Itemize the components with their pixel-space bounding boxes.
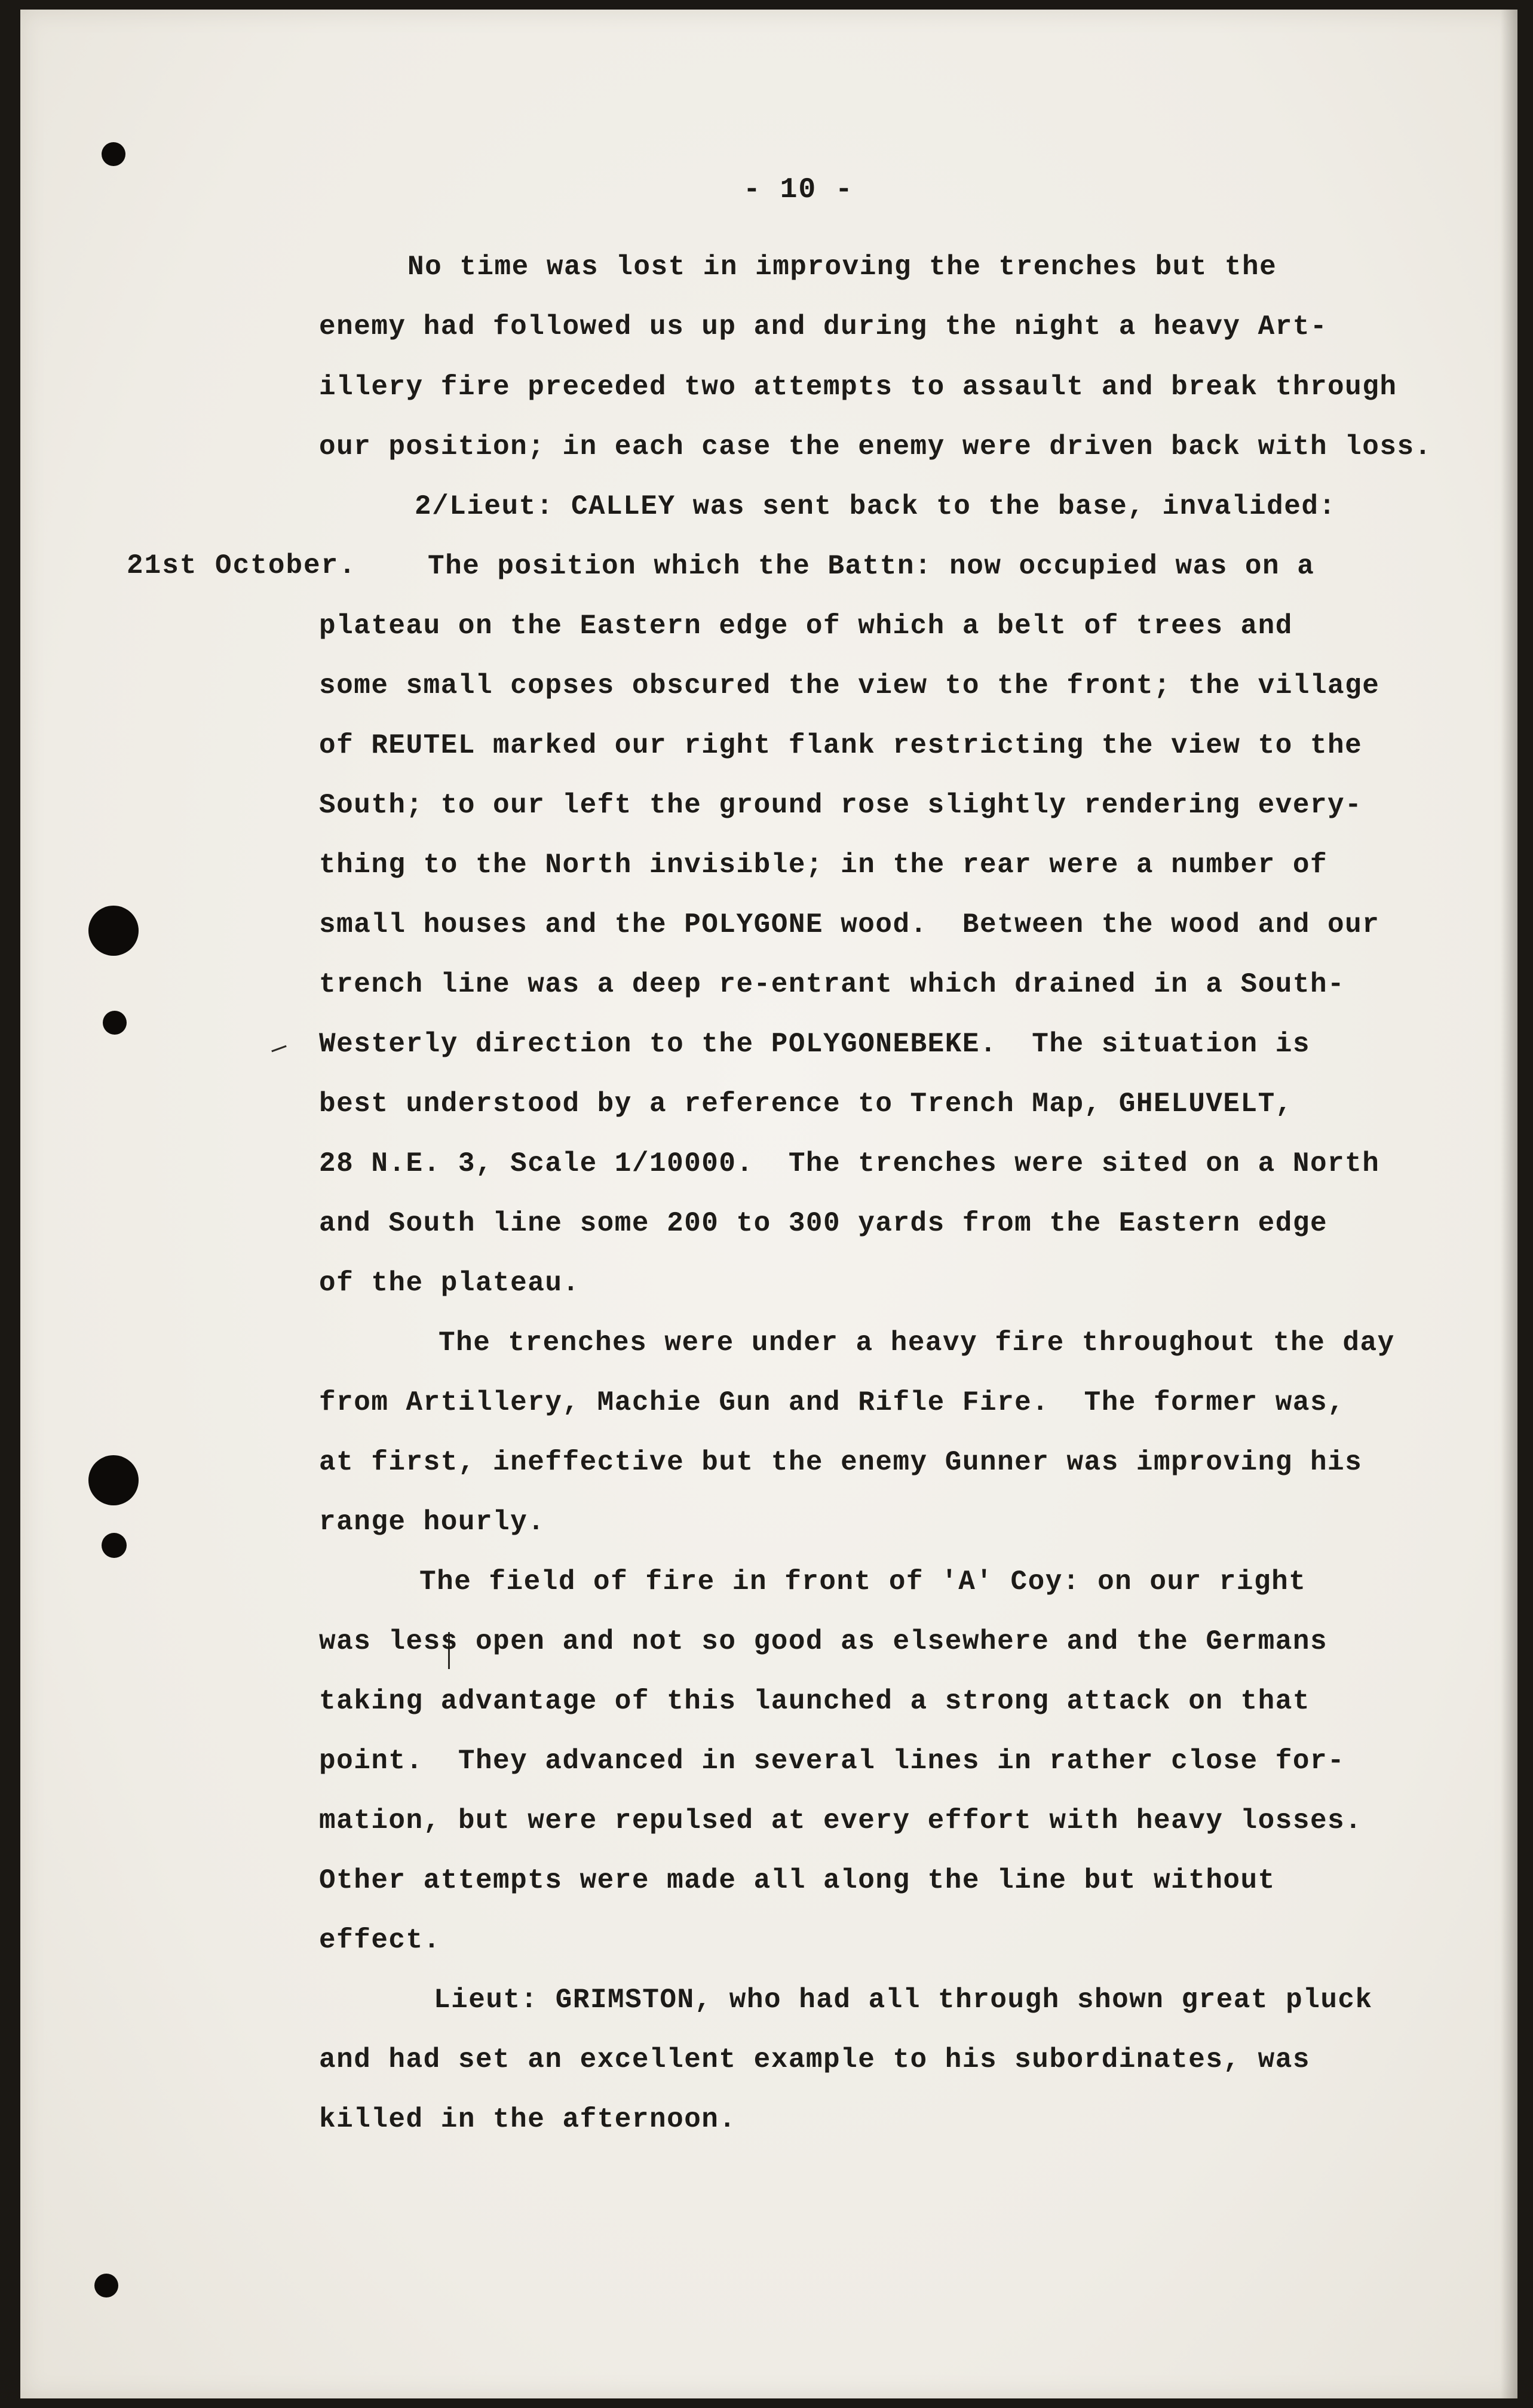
text-line: thing to the North invisible; in the rear were a number of — [319, 849, 1328, 881]
text-line: our position; in each case the enemy were driven back with loss. — [319, 431, 1432, 462]
pencil-mark — [271, 1045, 286, 1053]
punch-hole — [102, 1533, 127, 1558]
text-line: Lieut: GRIMSTON, who had all through shown great pluck — [434, 1984, 1373, 2016]
page-edge-shadow — [1501, 10, 1517, 2398]
text-line: of the plateau. — [319, 1268, 580, 1299]
text-line: The position which the Battn: now occupied was on a — [428, 551, 1315, 582]
text-line: and had set an excellent example to his subordinates, was — [319, 2044, 1310, 2075]
text-line: Westerly direction to the POLYGONEBEKE. The situation is — [319, 1029, 1310, 1060]
text-line: The field of fire in front of 'A' Coy: on our right — [419, 1566, 1307, 1597]
text-line: plateau on the Eastern edge of which a belt of trees and — [319, 611, 1293, 642]
text-line: and South line some 200 to 300 yards from the Eastern edge — [319, 1208, 1328, 1239]
text-line: mation, but were repulsed at every effort with heavy losses. — [319, 1805, 1363, 1836]
punch-hole — [102, 142, 125, 166]
text-line: range hourly. — [319, 1507, 545, 1538]
text-line: enemy had followed us up and during the night a heavy Art- — [319, 311, 1328, 342]
text-line: at first, ineffective but the enemy Gunner was improving his — [319, 1447, 1363, 1478]
text-line: small houses and the POLYGONE wood. Between the wood and our — [319, 909, 1380, 940]
text-line: No time was lost in improving the trenches but the — [407, 251, 1277, 283]
punch-hole — [88, 906, 139, 956]
page-number: - 10 - — [743, 174, 854, 206]
text-line: from Artillery, Machie Gun and Rifle Fire. The former was, — [319, 1387, 1345, 1418]
text-line: The trenches were under a heavy fire throughout the day — [439, 1327, 1395, 1358]
text-line: some small copses obscured the view to the front; the village — [319, 670, 1380, 701]
text-line: killed in the afternoon. — [319, 2104, 737, 2135]
text-line: Other attempts were made all along the line but without — [319, 1865, 1276, 1896]
document-page — [20, 10, 1517, 2398]
text-line: point. They advanced in several lines in rather close for- — [319, 1746, 1345, 1777]
text-line: South; to our left the ground rose slightly rendering every- — [319, 790, 1363, 821]
text-line: illery fire preceded two attempts to assault and break through — [319, 372, 1397, 403]
text-line: trench line was a deep re-entrant which drained in a South- — [319, 969, 1345, 1000]
punch-hole — [94, 2274, 118, 2297]
punch-hole — [103, 1011, 127, 1035]
margin-date: 21st October. — [127, 550, 357, 581]
text-line: 28 N.E. 3, Scale 1/10000. The trenches were sited on a North — [319, 1148, 1380, 1179]
punch-hole — [88, 1455, 139, 1505]
text-line: of REUTEL marked our right flank restricting the view to the — [319, 730, 1363, 761]
text-line: effect. — [319, 1925, 441, 1956]
text-line: taking advantage of this launched a strong attack on that — [319, 1686, 1310, 1717]
text-line: was less open and not so good as elsewhere and the Germans — [319, 1626, 1328, 1657]
text-line: 2/Lieut: CALLEY was sent back to the base, invalided: — [415, 491, 1336, 522]
text-line: best understood by a reference to Trench Map, GHELUVELT, — [319, 1088, 1293, 1119]
